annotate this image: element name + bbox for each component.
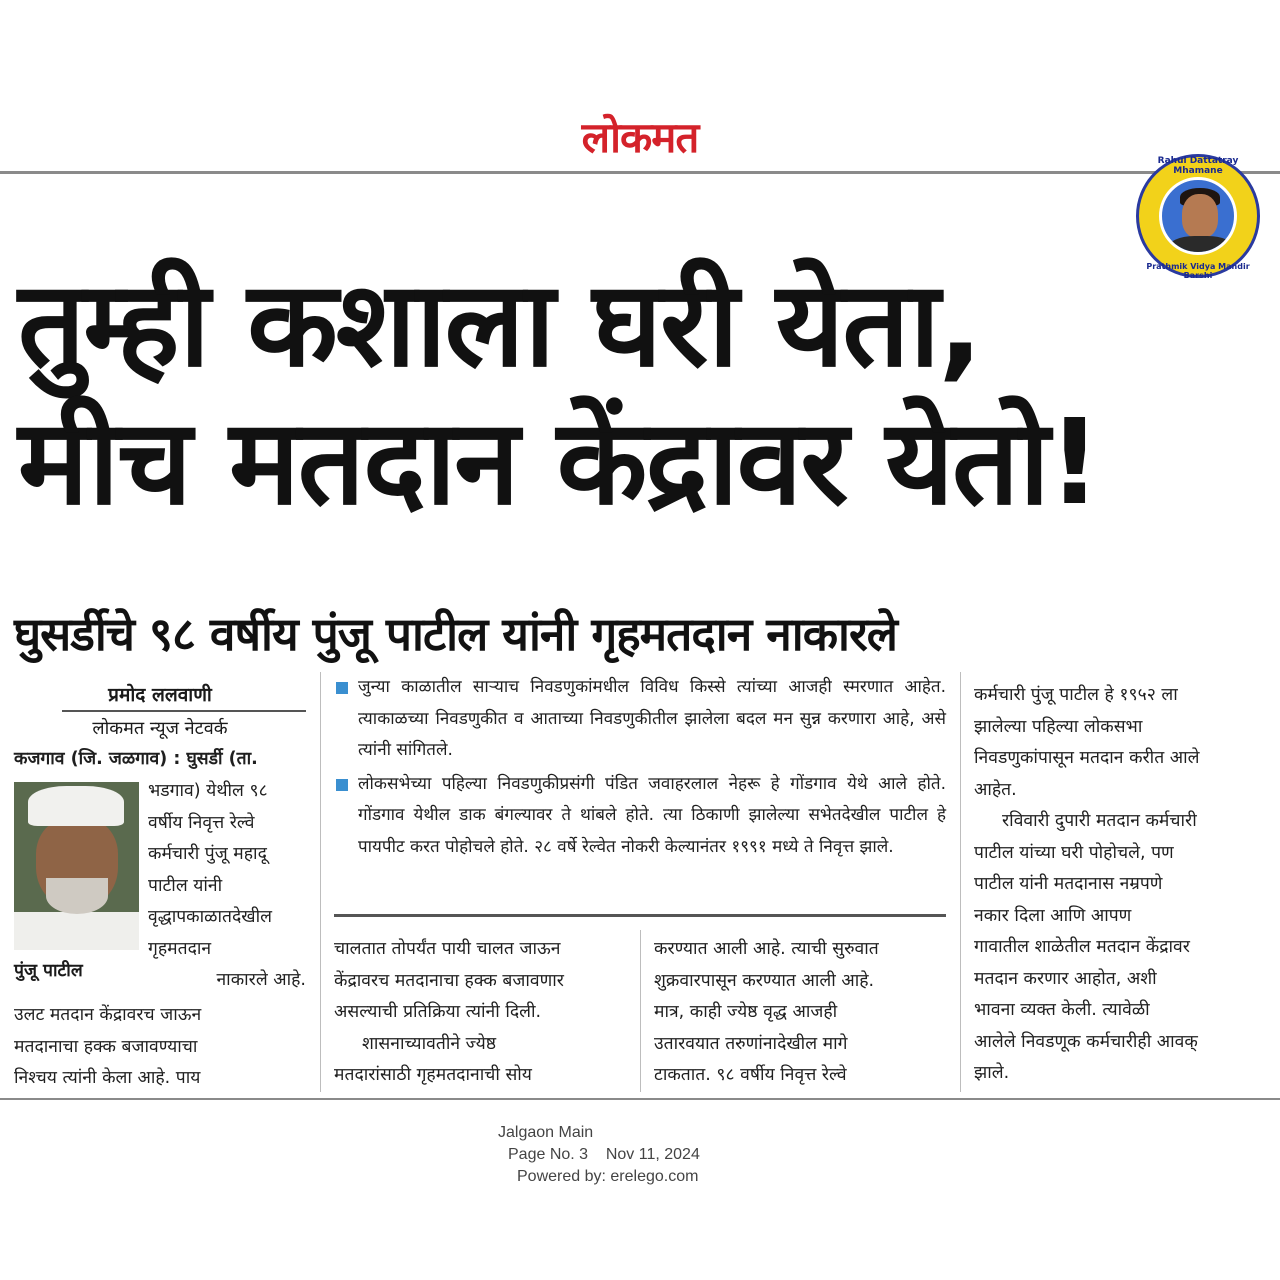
column2-line: शासनाच्यावतीने ज्येष्ठ [362,1033,497,1054]
square-bullet-icon [336,779,348,791]
column4-line: कर्मचारी पुंजू पाटील हे १९५२ ला [974,685,1178,705]
footer-page: Page No. 3 [508,1146,589,1163]
column3-line: करण्यात आली आहे. त्याची सुरुवात [654,939,879,959]
column4-line: पाटील यांच्या घरी पोहोचले, पण [974,842,1174,863]
highlight-text: लोकसभेच्या पहिल्या निवडणुकीप्रसंगी पंडित जवाहरलाल नेहरू हे गोंडगाव येथे आले होते. गोंडगाव येथील डाक बंगल्यावर ते थांबले होते. त्या ठिकाणी झालेल्या सभेतदेखील पाटील हे पायपीट करत पोहोचले होते. २८ वर्षे रेल्वेत नोकरी केल्यानंतर १९९१ मध्ये ते निवृत्त झाले. [358,773,946,857]
badge-institute: Prathmik Vidya Mandir Barshi [1146,262,1250,280]
column4-line: रविवारी दुपारी मतदान कर्मचारी [1002,811,1197,831]
photo-caption: पुंजू पाटील [14,961,83,981]
byline-divider [62,710,306,712]
column-divider [320,672,321,1092]
badge-portrait [1159,177,1237,255]
headline [18,255,1268,531]
bottom-divider [0,1098,1280,1100]
column4-line: नकार दिला आणि आपण [974,905,1132,926]
column4-line: झालेल्या पहिल्या लोकसभा [974,716,1143,737]
photo-beard [46,878,108,914]
column1-wrap-line: पाटील यांनी [148,875,223,896]
column1-wrap-line: नाकारले आहे. [216,970,306,990]
photo-shirt [14,912,139,950]
column1-wrap-line: वृद्धापकाळातदेखील [148,907,272,927]
headline-line-2: मीच मतदान केंद्रावर येतो! [18,393,1100,531]
photo-cap [28,786,124,826]
badge-name: Rahul Dattatray Mhamane [1157,156,1239,176]
column2-line: केंद्रावरच मतदानाचा हक्क बजावणार [334,970,564,991]
column1-line: उलट मतदान केंद्रावरच जाऊन [14,1005,202,1025]
column1-wrap [148,776,306,997]
column4-line: गावातील शाळेतील मतदान केंद्रावर [974,937,1190,957]
byline-author: प्रमोद ललवाणी [108,684,212,706]
footer-page-date [508,1144,700,1166]
column1-wrap-line: कर्मचारी पुंजू महादू [148,844,267,864]
footer-powered: Powered by: erelego.com [517,1168,699,1185]
highlights-box [334,672,946,865]
byline-agency: लोकमत न्यूज नेटवर्क [92,718,228,739]
footer-edition: Jalgaon Main [498,1124,594,1141]
column2-line: मतदारांसाठी गृहमतदानाची सोय [334,1065,532,1085]
headline-line-1: तुम्ही कशाला घरी येता, [18,255,982,393]
portrait-photo [14,782,139,950]
column3-body [654,934,946,1092]
column4-line: निवडणुकांपासून मतदान करीत आले [974,748,1200,768]
column1-line: मतदानाचा हक्क बजावण्याचा [14,1036,198,1057]
column4-line: भावना व्यक्त केली. त्यावेळी [974,1000,1150,1020]
column3-line: टाकतात. ९८ वर्षीय निवृत्त रेल्वे [654,1065,847,1085]
column1-line: निश्चय त्यांनी केला आहे. पाय [14,1068,201,1088]
top-divider [0,171,1280,174]
highlight-item [334,672,946,767]
highlight-text: जुन्या काळातील साऱ्याच निवडणुकांमधील विविध किस्से त्यांच्या आजही स्मरणात आहेत. त्याकाळच्या निवडणुकीत व आताच्या निवडणुकीतील झालेला बदल मन सुन्न करणारा आहे, असे त्यांनी सांगितले. [358,677,946,760]
badge-face [1182,194,1218,238]
column-divider [640,930,641,1092]
column-divider [960,672,961,1092]
column1-wrap-line: वर्षीय निवृत्त रेल्वे [148,812,255,833]
column4-line: आलेले निवडणूक कर्मचारीही आवक् [974,1031,1198,1052]
column4-line: झाले. [974,1063,1010,1083]
masthead [0,108,1280,165]
column1-wrap-line: गृहमतदान [148,938,212,959]
column4-line: पाटील यांनी मतदानास नम्रपणे [974,874,1163,894]
column3-line: उतारवयात तरुणांनादेखील मागे [654,1033,848,1054]
column3-line: मात्र, काही ज्येष्ठ वृद्ध आजही [654,1002,838,1022]
column2-line: चालतात तोपर्यंत पायी चालत जाऊन [334,939,561,959]
badge-body [1168,236,1234,255]
column2-line: असल्याची प्रतिक्रिया त्यांनी दिली. [334,1002,542,1022]
footer-date: Nov 11, 2024 [605,1146,700,1163]
column4-line: आहेत. [974,779,1017,800]
subheadline: घुसर्डीचे ९८ वर्षीय पुंजू पाटील यांनी गृहमतदान नाकारले [14,607,897,661]
dateline: कजगाव (जि. जळगाव) : घुसर्डी (ता. [14,749,258,769]
highlight-item [334,769,946,864]
column2-body [334,934,626,1092]
masthead-logo: लोकमत [581,113,699,162]
column4-body [974,680,1266,1090]
column1-body [14,1000,306,1095]
column3-line: शुक्रवारपासून करण्यात आली आहे. [654,970,875,991]
square-bullet-icon [336,682,348,694]
column1-wrap-line: भडगाव) येथील ९८ [148,781,268,801]
column4-line: मतदान करणार आहोत, अशी [974,968,1157,989]
highlights-divider [334,914,946,917]
